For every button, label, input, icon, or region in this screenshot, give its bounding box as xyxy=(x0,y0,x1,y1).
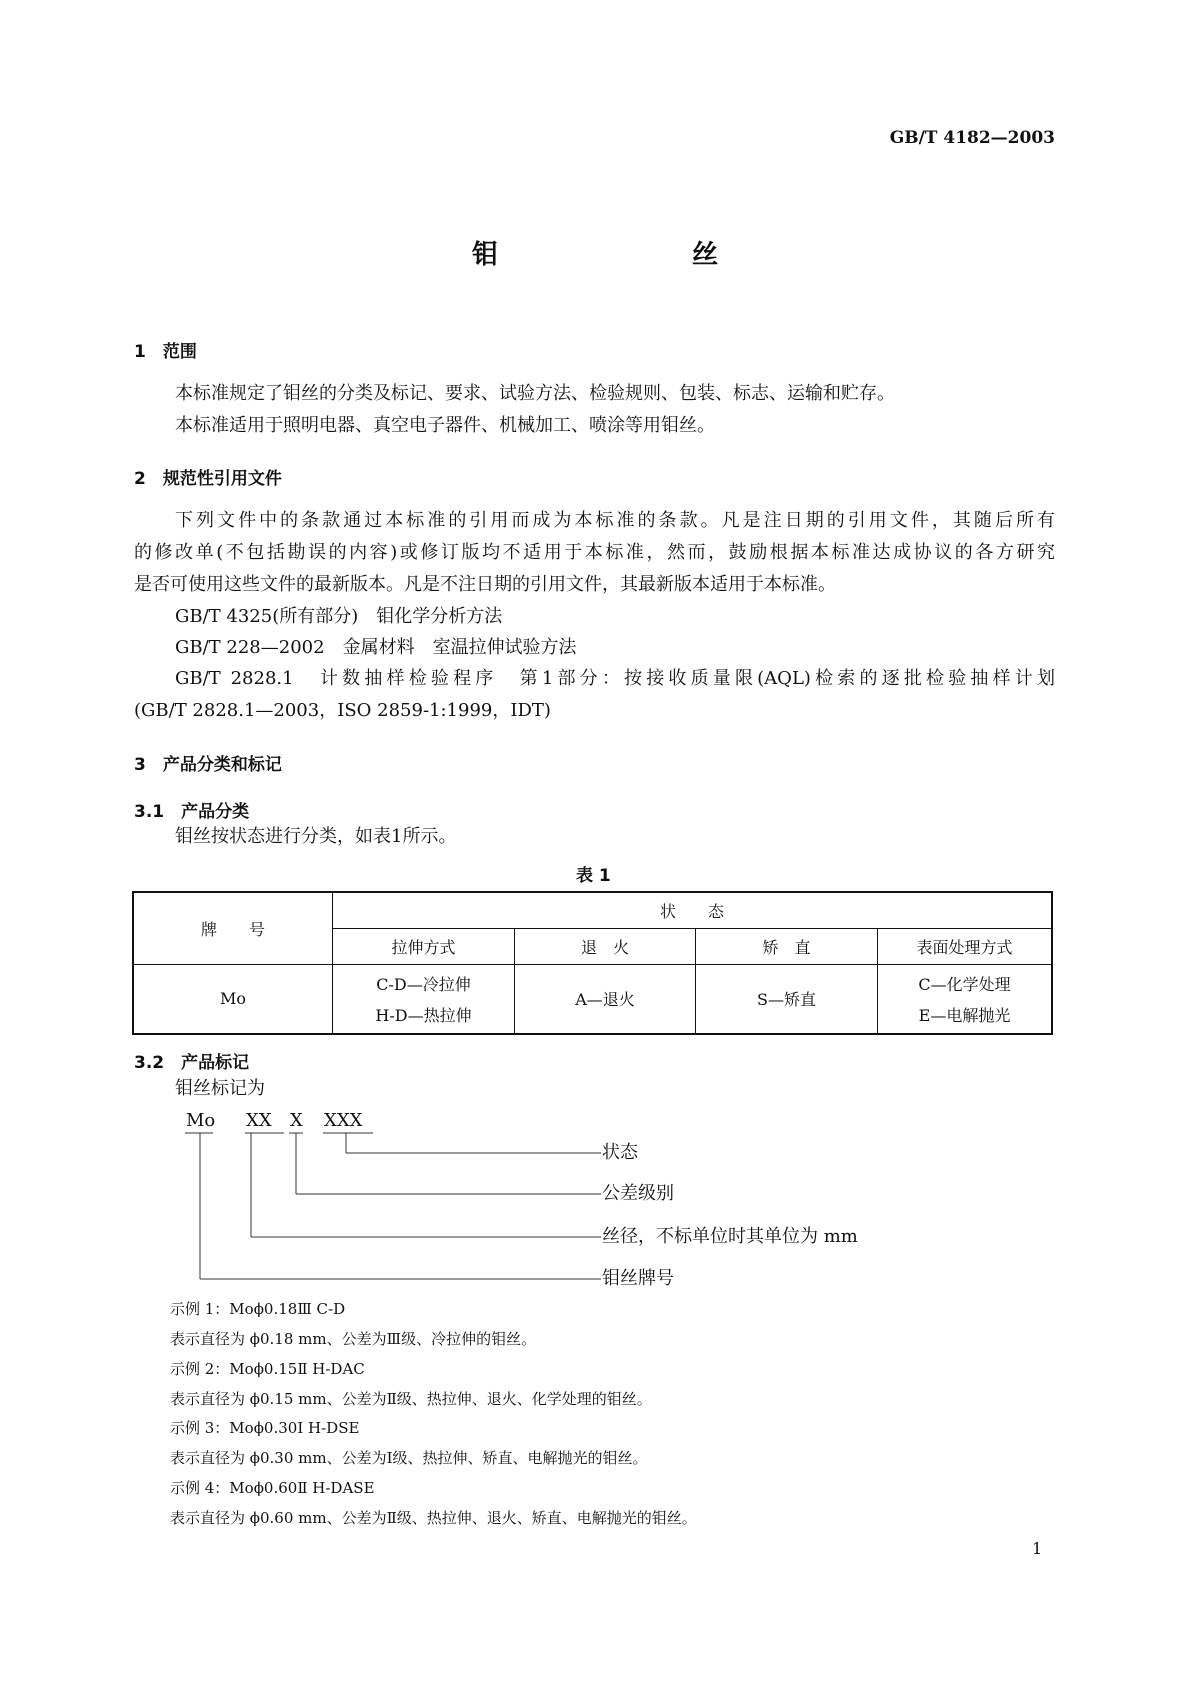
marking-label: 状态 xyxy=(602,1142,638,1163)
standard-number: GB/T 4182—2003 xyxy=(889,128,1055,148)
state-header: 状 态 xyxy=(333,892,1053,928)
col-header: 退 火 xyxy=(515,928,696,964)
example-line: 表示直径为 ϕ0.15 mm、公差为Ⅱ级、热拉伸、退火、化学处理的钼丝。 xyxy=(170,1390,652,1408)
paragraph: 的修改单(不包括勘误的内容)或修订版均不适用于本标准，然而，鼓励根据本标准达成协议的各方研究 xyxy=(134,542,1055,563)
example-line: 表示直径为 ϕ0.18 mm、公差为Ⅲ级、冷拉伸的钼丝。 xyxy=(170,1330,537,1348)
example-line: 示例 4：Moϕ0.60Ⅱ H-DASE xyxy=(170,1479,375,1497)
marking-part-grade: Mo xyxy=(186,1110,216,1131)
example-line: 示例 1：Moϕ0.18Ⅲ C-D xyxy=(170,1300,346,1318)
section-2-heading: 2 规范性引用文件 xyxy=(134,469,282,489)
drawing-option: C-D—冷拉伸 xyxy=(376,974,471,994)
marking-label: 钼丝牌号 xyxy=(602,1268,674,1289)
surface-option: E—电解抛光 xyxy=(918,1005,1011,1025)
col-header: 拉伸方式 xyxy=(333,928,515,964)
table-caption: 表 1 xyxy=(576,866,611,886)
example-line: 表示直径为 ϕ0.30 mm、公差为Ⅰ级、热拉伸、矫直、电解抛光的钼丝。 xyxy=(170,1449,648,1467)
cell-anneal: A—退火 xyxy=(515,964,696,1034)
cell-grade: Mo xyxy=(133,964,333,1034)
example-line: 示例 3：Moϕ0.30Ⅰ H-DSE xyxy=(170,1419,360,1437)
title-char-1: 钼 xyxy=(472,240,499,270)
reference: GB/T 2828.1 计数抽样检验程序 第1部分：按接收质量限(AQL)检索的逐批检验抽样计划 xyxy=(175,668,1055,689)
marking-part-state: XXX xyxy=(324,1110,363,1131)
drawing-option: H-D—热拉伸 xyxy=(375,1005,472,1025)
marking-part-tolerance: X xyxy=(290,1110,303,1131)
example-line: 表示直径为 ϕ0.60 mm、公差为Ⅱ级、热拉伸、退火、矫直、电解抛光的钼丝。 xyxy=(170,1509,697,1527)
reference: GB/T 228—2002 金属材料 室温拉伸试验方法 xyxy=(175,637,577,658)
reference: GB/T 4325(所有部分) 钼化学分析方法 xyxy=(175,606,503,627)
paragraph: 是否可使用这些文件的最新版本。凡是不注日期的引用文件，其最新版本适用于本标准。 xyxy=(134,574,836,595)
title-char-2: 丝 xyxy=(692,240,719,270)
col-header: 矫 直 xyxy=(696,928,878,964)
grade-header: 牌 号 xyxy=(133,892,333,964)
section-1-heading: 1 范围 xyxy=(134,342,197,362)
cell-straighten: S—矫直 xyxy=(696,964,878,1034)
marking-part-diameter: XX xyxy=(246,1110,272,1131)
paragraph: 钼丝标记为 xyxy=(175,1078,265,1099)
section-3-heading: 3 产品分类和标记 xyxy=(134,755,282,775)
marking-label: 公差级别 xyxy=(602,1183,674,1204)
reference: (GB/T 2828.1—2003，ISO 2859-1:1999，IDT) xyxy=(134,700,551,721)
surface-option: C—化学处理 xyxy=(918,974,1011,994)
col-header: 表面处理方式 xyxy=(878,928,1053,964)
paragraph: 下列文件中的条款通过本标准的引用而成为本标准的条款。凡是注日期的引用文件，其随后所有 xyxy=(175,510,1055,531)
section-3-1-heading: 3.1 产品分类 xyxy=(134,802,250,822)
paragraph: 钼丝按状态进行分类，如表1所示。 xyxy=(175,826,457,847)
paragraph: 本标准规定了钼丝的分类及标记、要求、试验方法、检验规则、包装、标志、运输和贮存。 xyxy=(175,383,895,404)
page-number: 1 xyxy=(1032,1539,1043,1558)
marking-label: 丝径，不标单位时其单位为 mm xyxy=(602,1226,858,1247)
paragraph: 本标准适用于照明电器、真空电子器件、机械加工、喷涂等用钼丝。 xyxy=(175,415,715,436)
example-line: 示例 2：Moϕ0.15Ⅱ H-DAC xyxy=(170,1360,365,1378)
section-3-2-heading: 3.2 产品标记 xyxy=(134,1053,250,1073)
